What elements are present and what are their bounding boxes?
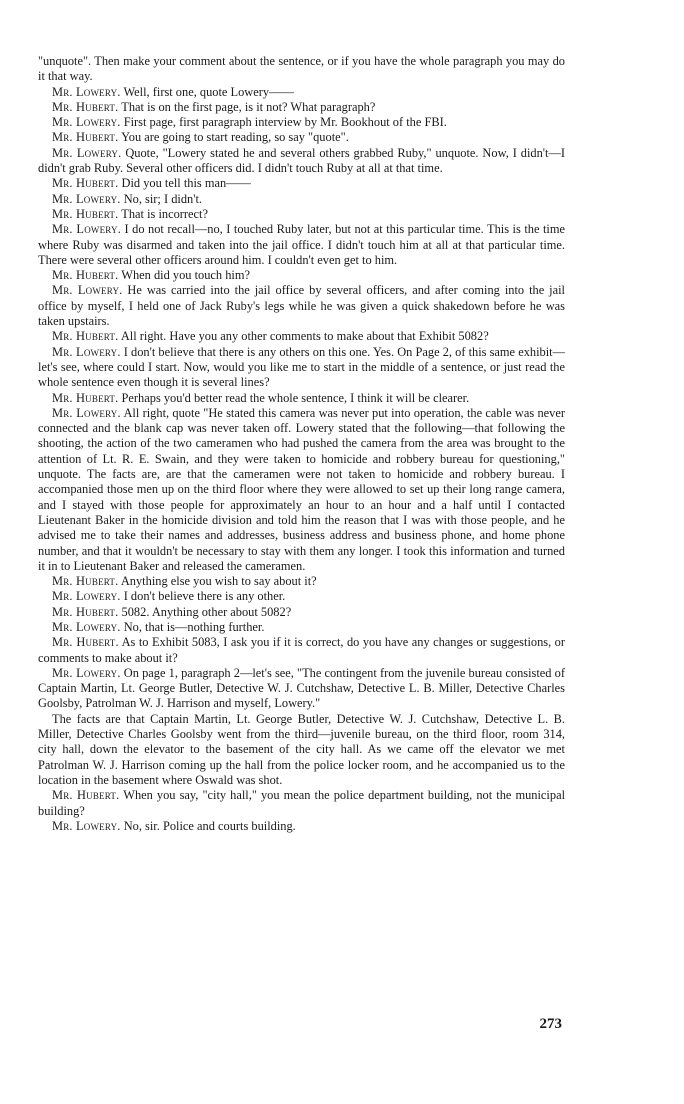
paragraph-text: No, sir. Police and courts building. [123,818,296,833]
transcript-paragraph [38,207,565,222]
paragraph-text: No, sir; I didn't. [123,191,202,206]
speaker-name: Mr. Lowery. [52,222,121,237]
paragraph-text: All right. Have you any other comments to make about that Exhibit 5082? [120,329,489,344]
transcript-paragraph [38,589,565,604]
speaker-name: Mr. Lowery. [52,665,121,680]
transcript-paragraph [38,85,565,100]
paragraph-text: As to Exhibit 5083, I ask you if it is correct, do you have any changes or suggestions, or comments to make about it? [38,635,565,665]
transcript-paragraph [38,391,565,406]
paragraph-text: 5082. Anything other about 5082? [121,604,292,619]
paragraph-text: No, that is—nothing further. [123,619,265,634]
speaker-name: Mr. Lowery. [52,84,121,99]
paragraph-text: I don't believe that there is any others on this one. Yes. On Page 2, of this same exhibit—let's see, where could I start. Now, would you like me to start in the middle of a sentence, or just read the whole sentence even though it is several lines? [38,344,565,390]
speaker-name: Mr. Hubert. [52,329,119,344]
transcript-paragraph [38,712,565,788]
speaker-name: Mr. Lowery. [52,145,122,160]
speaker-name: Mr. Lowery. [52,344,121,359]
transcript-paragraph [38,329,565,344]
transcript-paragraph [38,788,565,819]
speaker-name: Mr. Lowery. [52,589,121,604]
paragraph-text: He was carried into the jail office by several officers, and after coming into the jail office by myself, I held one of Jack Ruby's legs while he was given a quick shakedown before he was taken upstairs. [38,283,565,329]
transcript-page [38,54,565,834]
paragraph-text: First page, first paragraph interview by Mr. Bookhout of the FBI. [123,115,447,130]
transcript-paragraph [38,146,565,177]
paragraph-text: Did you tell this man—— [121,176,251,191]
transcript-paragraph [38,192,565,207]
paragraph-text: Quote, "Lowery stated he and several others grabbed Ruby," unquote. Now, I didn't—I didn't grab Ruby. Several other officers did. I didn't touch Ruby at all at that time. [38,145,565,176]
transcript-paragraph [38,819,565,834]
page-number: 273 [539,1016,562,1032]
speaker-name: Mr. Lowery. [52,115,121,130]
speaker-name: Mr. Lowery. [52,818,121,833]
speaker-name: Mr. Lowery. [52,619,121,634]
transcript-paragraph [38,283,565,329]
transcript-paragraph [38,268,565,283]
paragraph-text: Anything else you wish to say about it? [120,574,317,589]
paragraph-text: The facts are that Captain Martin, Lt. George Butler, Detective W. J. Cutchshaw, Detective L. B. Miller, Detective Charles Goolsby went from the third—juvenile bureau, on the third floor, room 314, city hall, down the elevator to the basement of the city hall. As we came off the elevator we met Patrolman W. J. Harrison coming up the hall from the police locker room, and he accompanied us to the location in the basement where Oswald was shot. [38,711,565,787]
paragraph-text: That is incorrect? [121,206,208,221]
speaker-name: Mr. Hubert. [52,130,119,145]
paragraph-text: You are going to start reading, so say "quote". [121,130,349,145]
transcript-paragraph [38,176,565,191]
speaker-name: Mr. Hubert. [52,206,119,221]
paragraph-text: That is on the first page, is it not? What paragraph? [121,99,376,114]
speaker-name: Mr. Lowery. [52,405,121,420]
paragraph-text: "unquote". Then make your comment about the sentence, or if you have the whole paragraph you may do it that way. [38,54,565,84]
transcript-paragraph [38,620,565,635]
transcript-paragraph [38,574,565,589]
speaker-name: Mr. Hubert. [52,788,120,803]
speaker-name: Mr. Hubert. [52,635,119,650]
transcript-paragraph [38,345,565,391]
paragraph-text: I do not recall—no, I touched Ruby later, but not at this particular time. This is the time where Ruby was disarmed and taken into the jail office. I didn't touch him at all at that particular time. There were several other officers around him. I couldn't even get to him. [38,222,565,267]
transcript-paragraph [38,605,565,620]
speaker-name: Mr. Lowery. [52,283,123,298]
transcript-paragraph [38,666,565,712]
speaker-name: Mr. Hubert. [52,390,119,405]
transcript-paragraph [38,100,565,115]
paragraph-text: Well, first one, quote Lowery—— [123,84,294,99]
speaker-name: Mr. Lowery. [52,191,121,206]
speaker-name: Mr. Hubert. [52,176,119,191]
paragraph-text: All right, quote "He stated this camera was never put into operation, the cable was never connected and the blank cap was never taken off. Lowery stated that the following—that following the shooting, the action of the two cameramen who had pushed the camera from the area was brought to the attention of Lt. R. E. Swain, and they were taken to homicide and robbery bureau for questioning," unquote. The facts are, are that the cameramen were not taken to homicide and robbery bureau. I accompanied those men up on the third floor where they were allowed to set up their long range camera, and I stayed with those people for approximately an hour to an hour and a half until I contacted Lieutenant Baker in the homicide division and told him the reason that I was with those people, and he advised me to take their names and addresses, business address and business phone, and home phone number, and that it wouldn't be necessary to stay with them any longer. I took this information and turned it in to Lieutenant Baker and released the cameramen. [38,405,565,573]
speaker-name: Mr. Hubert. [52,268,119,283]
transcript-paragraph [38,130,565,145]
paragraph-text: I don't believe there is any other. [123,589,286,604]
speaker-name: Mr. Hubert. [52,574,119,589]
paragraph-text: When did you touch him? [121,268,250,283]
transcript-paragraph [38,115,565,130]
paragraph-text: Perhaps you'd better read the whole sentence, I think it will be clearer. [121,390,470,405]
transcript-paragraph [38,54,565,85]
speaker-name: Mr. Hubert. [52,604,119,619]
paragraph-text: On page 1, paragraph 2—let's see, "The contingent from the juvenile bureau consisted of Captain Martin, Lt. George Butler, Detective W. J. Cutchshaw, Detective L. B. Miller, Detective Charles Goolsby, Patrolman W. J. Harrison and myself, Lowery." [38,665,565,711]
transcript-paragraph [38,222,565,268]
speaker-name: Mr. Hubert. [52,99,119,114]
transcript-paragraph [38,635,565,666]
paragraph-text: When you say, "city hall," you mean the police department building, not the municipal building? [38,788,566,818]
transcript-paragraph [38,406,565,574]
